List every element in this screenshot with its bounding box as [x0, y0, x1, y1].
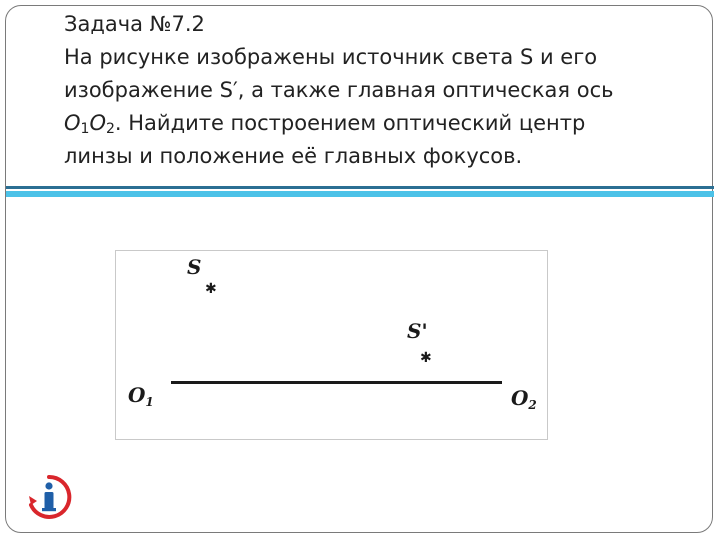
- info-icon[interactable]: [26, 474, 72, 520]
- image-point-marker: ✱: [420, 350, 432, 366]
- task-text-line-4: [64, 107, 684, 140]
- axis-start-label: [128, 383, 154, 409]
- divider-dark: [6, 186, 714, 189]
- task-text-line-3: изображение S′, а также главная оптическая ось: [64, 78, 614, 102]
- task-text-line-2: На рисунке изображены источник света S и его: [64, 45, 598, 69]
- axis-end-label: [511, 386, 537, 412]
- task-text-line-5: линзы и положение её главных фокусов.: [64, 144, 523, 168]
- axis-end-letter: O: [511, 386, 529, 410]
- axis-o1-letter: O: [64, 111, 81, 135]
- optics-figure: [115, 250, 548, 440]
- task-text: [64, 8, 684, 173]
- image-label: S': [407, 319, 428, 343]
- task-text-line-4-rest: . Найдите построением оптический центр: [114, 111, 586, 135]
- source-label: S: [187, 255, 202, 279]
- divider-light: [6, 191, 714, 197]
- axis-end-sub: 2: [528, 398, 537, 412]
- axis-o1-sub: 1: [80, 121, 90, 137]
- axis-o2-sub: 2: [105, 121, 115, 137]
- source-point-marker: ✱: [205, 281, 217, 297]
- axis-start-sub: 1: [145, 395, 154, 409]
- task-title: Задача №7.2: [64, 12, 205, 36]
- principal-optical-axis: [171, 381, 502, 384]
- axis-o2-letter: O: [89, 111, 106, 135]
- axis-start-letter: O: [128, 383, 146, 407]
